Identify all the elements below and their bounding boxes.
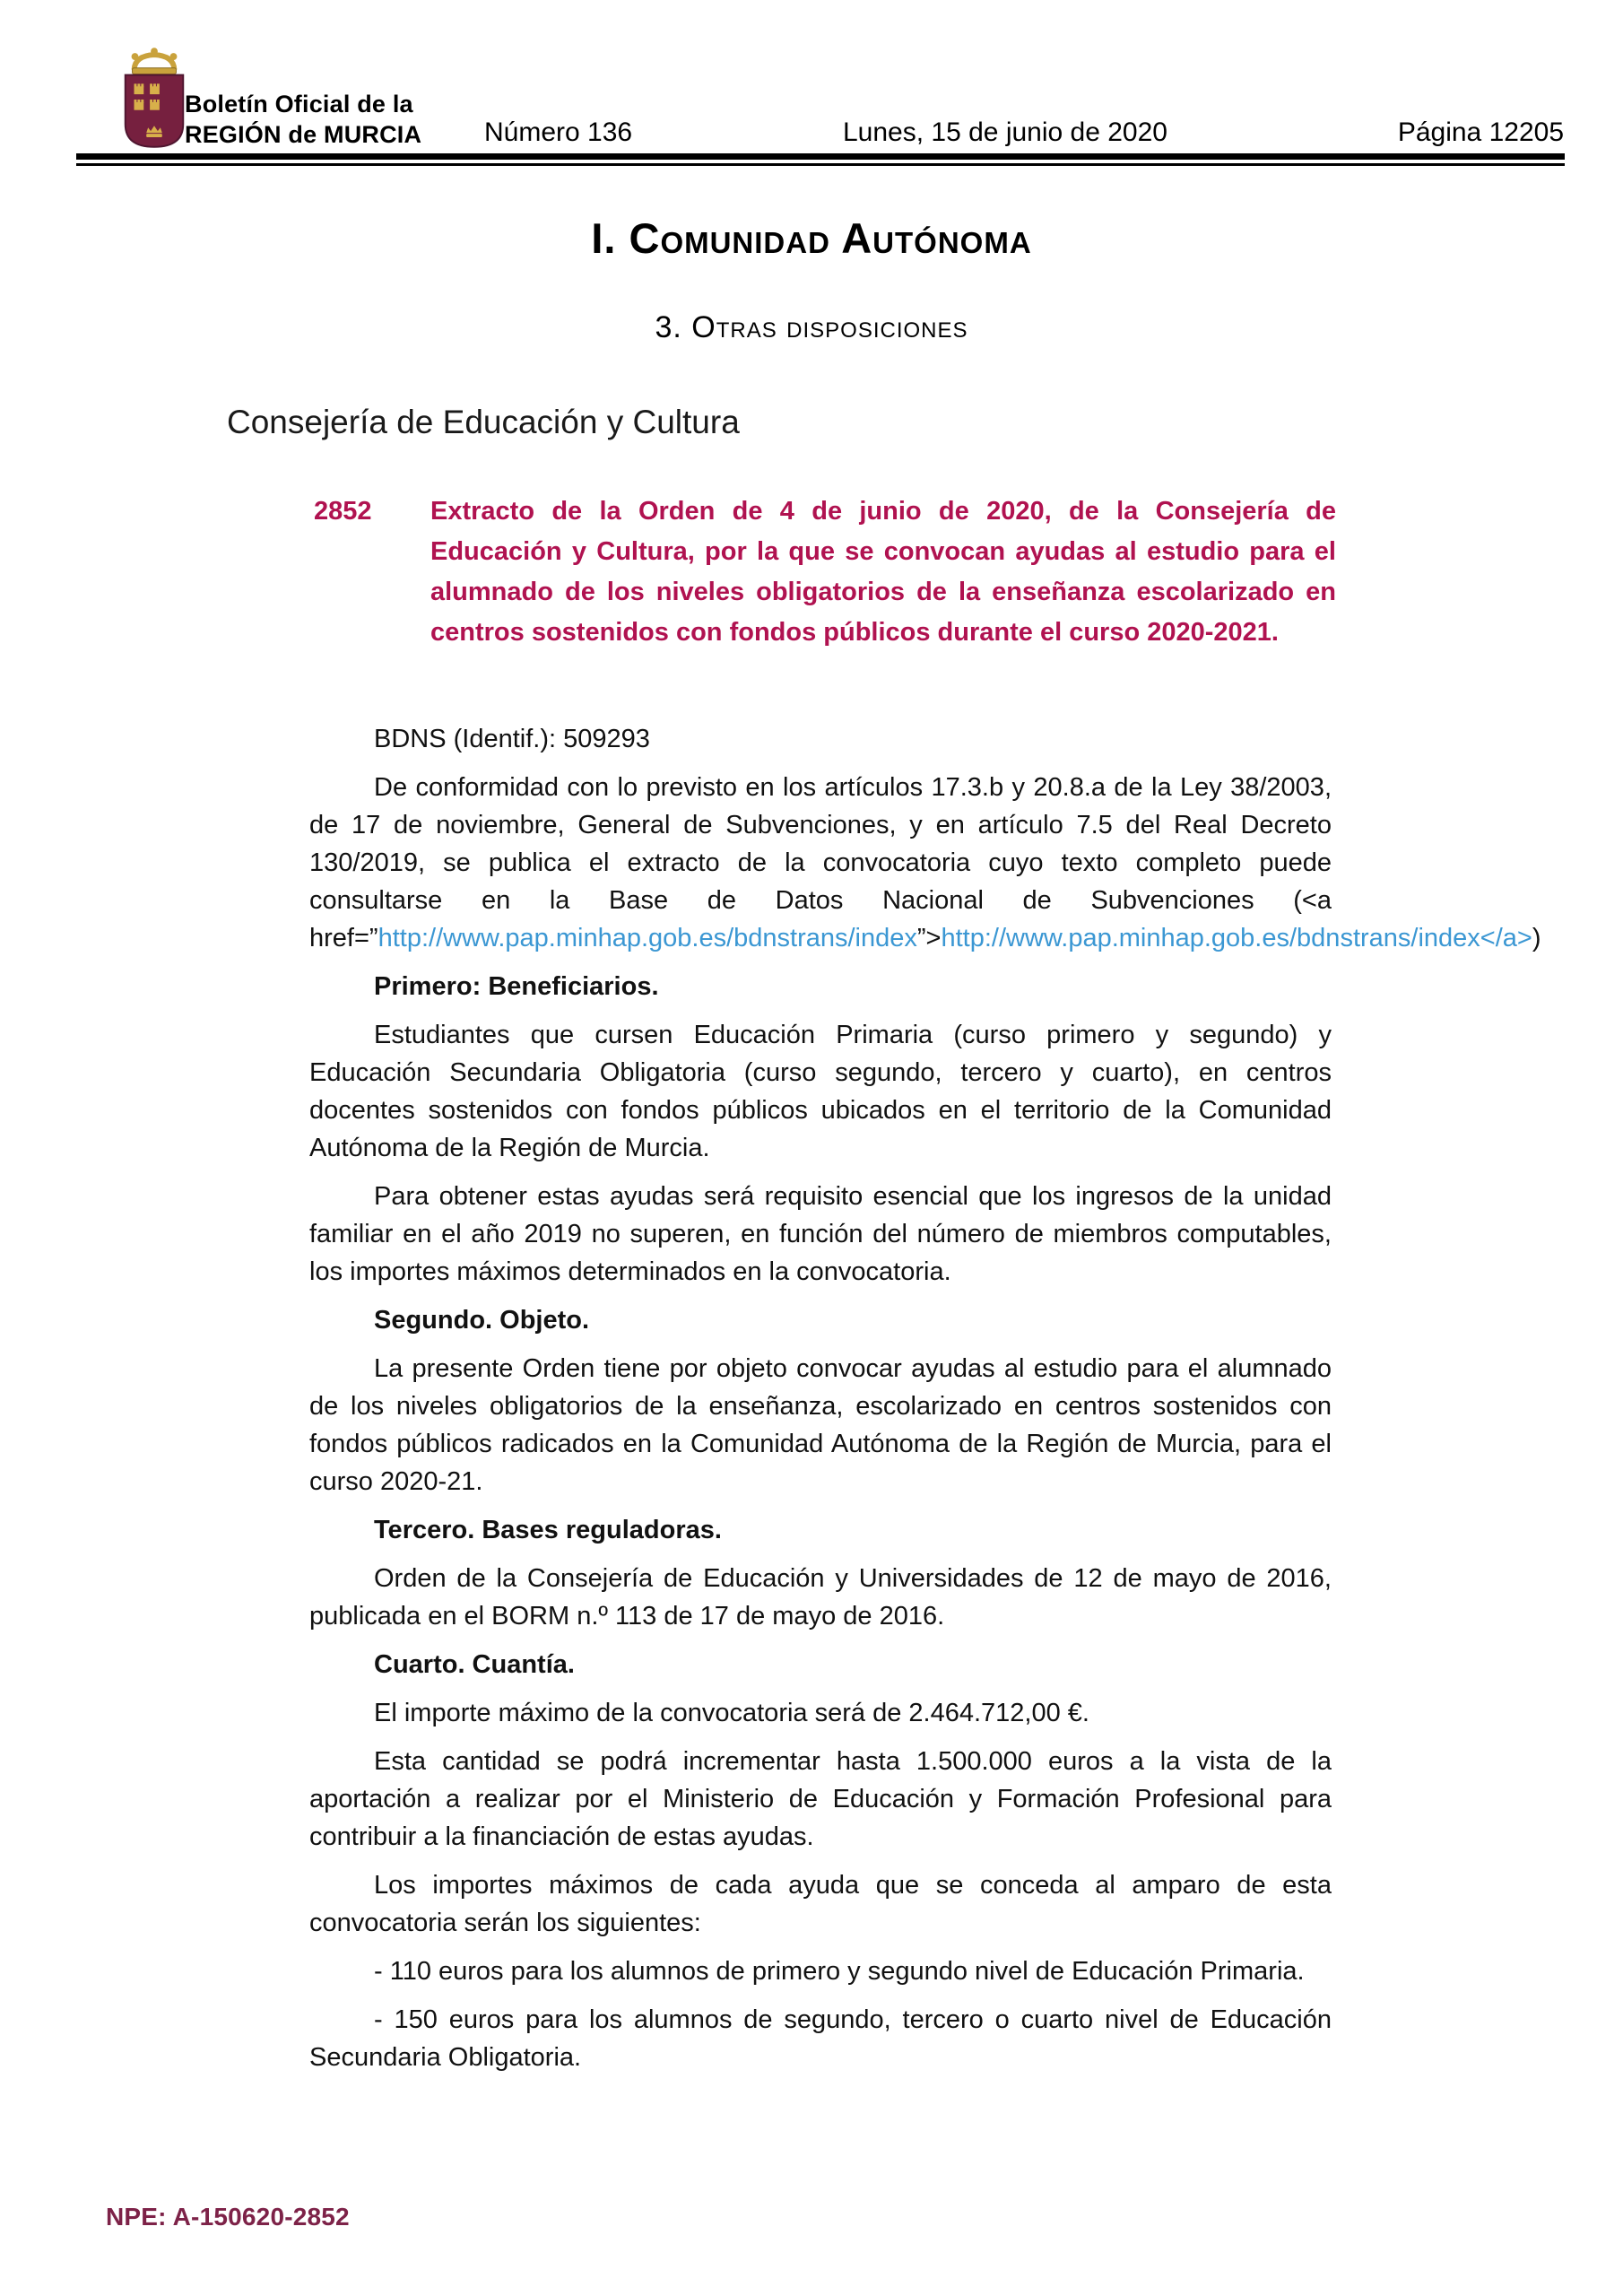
announcement-heading (314, 491, 1336, 653)
brand-title (185, 89, 421, 150)
heading-segundo: Segundo. Objeto. (374, 1306, 590, 1335)
heading-tercero: Tercero. Bases reguladoras. (374, 1516, 722, 1544)
paragraph-ayuda-110: - 110 euros para los alumnos de primero y segundo nivel de Educación Primaria. (374, 1957, 1305, 1986)
paragraph-ayuda-150: - 150 euros para los alumnos de segundo, tercero o cuarto nivel de Educación Secundaria Obligatoria. (309, 2005, 1332, 2072)
brand-line2: REGIÓN de MURCIA (185, 121, 422, 148)
paragraph-text: ) (1532, 924, 1541, 952)
heading-primero: Primero: Beneficiarios. (374, 972, 659, 1001)
paragraph-bdns: BDNS (Identif.): 509293 (374, 725, 650, 753)
borm-crest-logo (115, 47, 194, 155)
announcement-number: 2852 (314, 497, 372, 526)
heading-cuarto: Cuarto. Cuantía. (374, 1650, 575, 1679)
bdns-anchor-link[interactable]: http://www.pap.minhap.gob.es/bdnstrans/index</a> (941, 924, 1532, 952)
issue-number: Número 136 (484, 117, 633, 147)
paragraph-text: ”> (916, 924, 942, 952)
paragraph-importe: El importe máximo de la convocatoria será de 2.464.712,00 €. (374, 1699, 1089, 1727)
murcia-coat-of-arms-icon (115, 47, 194, 151)
paragraph-para-obtener: Para obtener estas ayudas será requisito esencial que los ingresos de la unidad familiar en el año 2019 no superen, en función del número de miembros computables, los importes máximos determinados en la convocatoria. (309, 1182, 1332, 1286)
authority-name: Consejería de Educación y Cultura (227, 404, 740, 440)
npe-code: NPE: A-150620-2852 (106, 2203, 350, 2231)
page-number: Página 12205 (1397, 117, 1564, 147)
paragraph-conformidad (309, 769, 1541, 957)
paragraph-text: De conformidad con lo previsto en los artículos 17.3.b y 20.8.a de la Ley 38/2003, de 17 de noviembre, General de Subvenciones, y en artículo 7.5 del Real Decreto 130/2019, se publica el extracto de la convocatoria cuyo texto completo puede consultarse en la Base de Datos Nacional de Subvenciones (<a href=” (309, 773, 1332, 952)
paragraph-orden: Orden de la Consejería de Educación y Universidades de 12 de mayo de 2016, publicada en el BORM n.º 113 de 17 de mayo de 2016. (309, 1564, 1332, 1631)
announcement-title: Extracto de la Orden de 4 de junio de 2020, de la Consejería de Educación y Cultura, por la que se convocan ayudas al estudio para el alumnado de los niveles obligatorios de la enseñanza escolarizado en centros sostenidos con fondos públicos durante el curso 2020-2021. (430, 497, 1336, 647)
section-title: I. Comunidad Autónoma (591, 214, 1032, 262)
document-body (309, 720, 1541, 2087)
brand-line1: Boletín Oficial de la (185, 91, 413, 117)
header-divider-thin (76, 163, 1565, 166)
bdns-href-link[interactable]: http://www.pap.minhap.gob.es/bdnstrans/index (378, 924, 917, 952)
paragraph-presente: La presente Orden tiene por objeto convocar ayudas al estudio para el alumnado de los niveles obligatorios de la enseñanza, escolarizado en centros sostenidos con fondos públicos radicados en la Comunidad Autónoma de la Región de Murcia, para el curso 2020-21. (309, 1354, 1332, 1496)
paragraph-importes-maximos: Los importes máximos de cada ayuda que se conceda al amparo de esta convocatoria serán los siguientes: (309, 1871, 1332, 1937)
issue-date: Lunes, 15 de junio de 2020 (843, 117, 1167, 147)
paragraph-estudiantes: Estudiantes que cursen Educación Primaria (curso primero y segundo) y Educación Secundaria Obligatoria (curso segundo, tercero y cuarto), en centros docentes sostenidos con fondos públicos ubicados en el territorio de la Comunidad Autónoma de la Región de Murcia. (309, 1021, 1332, 1162)
subsection-title: 3. Otras disposiciones (655, 310, 968, 344)
paragraph-cantidad: Esta cantidad se podrá incrementar hasta 1.500.000 euros a la vista de la aportación a realizar por el Ministerio de Educación y Formación Profesional para contribuir a la financiación de estas ayudas. (309, 1747, 1332, 1851)
header-divider-thick (76, 153, 1565, 160)
